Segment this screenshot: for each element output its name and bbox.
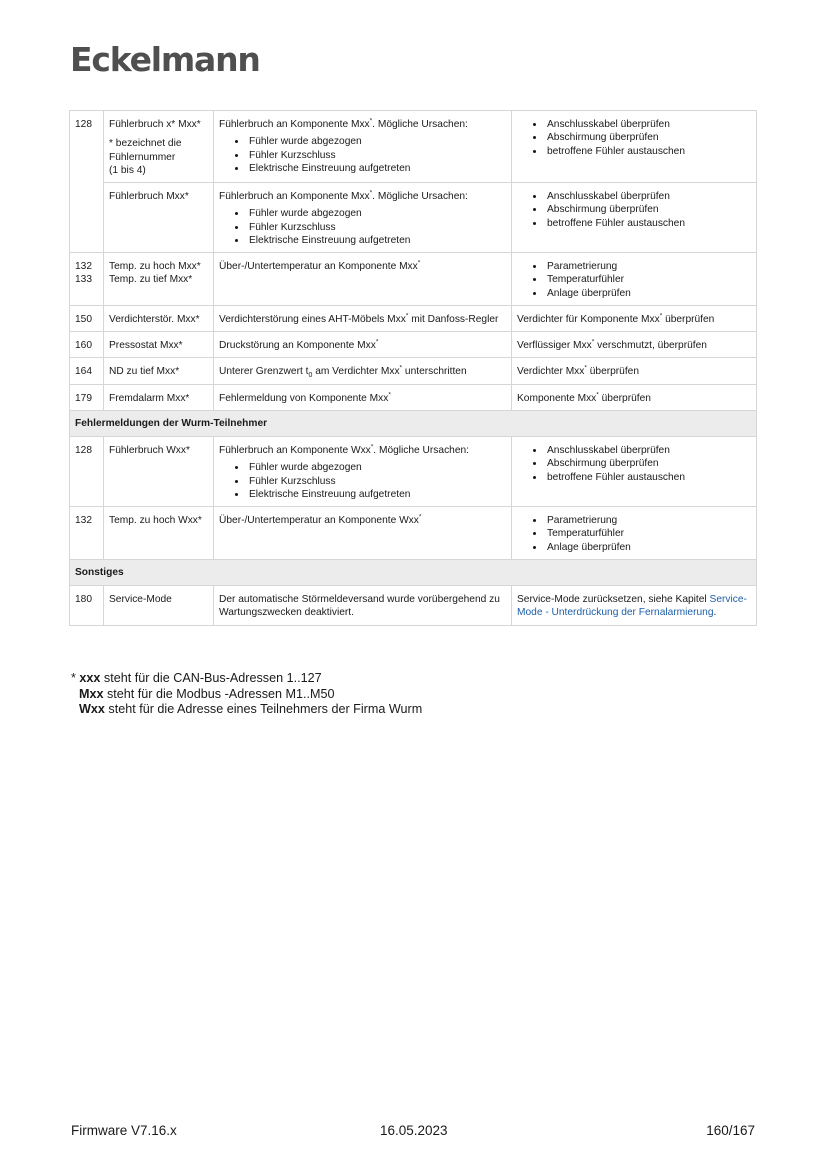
error-code: 179 — [70, 384, 104, 410]
list-item: • Fühler Kurzschluss — [247, 221, 508, 234]
list-item: • betroffene Fühler austauschen — [545, 471, 753, 484]
footnote-line — [71, 702, 422, 718]
footnote-mark: * — [370, 443, 374, 451]
error-name: Fühlerbruch Wxx* — [104, 437, 214, 507]
table-row — [70, 305, 757, 331]
error-description: Der automatische Störmeldeversand wurde vorübergehend zu Wartungszwecken deaktiviert. — [214, 586, 512, 626]
footnote-mark: * — [659, 312, 663, 320]
table-row — [70, 253, 757, 306]
note-line: * bezeichnet die — [109, 138, 182, 150]
list-item: • betroffene Fühler austauschen — [545, 145, 753, 158]
desc-text: Verdichterstörung eines AHT-Möbels Mxx — [219, 313, 406, 325]
footnote-text: steht für die CAN-Bus-Adressen 1..127 — [100, 671, 322, 685]
name-line: Temp. zu tief Mxx* — [109, 274, 193, 286]
list-item: • Anschlusskabel überprüfen — [545, 190, 753, 203]
footnote-mark: * — [591, 338, 595, 346]
list-item: • Abschirmung überprüfen — [545, 131, 753, 144]
cause-list — [219, 461, 508, 501]
error-description — [214, 253, 512, 306]
table-row — [70, 507, 757, 560]
error-description — [214, 305, 512, 331]
error-name: Service-Mode — [104, 586, 214, 626]
footnote-mark: * — [369, 189, 373, 197]
error-code: 132 — [70, 507, 104, 560]
measure-list — [517, 118, 753, 158]
measure-text: überprüfen — [586, 366, 640, 378]
error-measures — [512, 507, 757, 560]
section-title: Fehlermeldungen der Wurm-Teilnehmer — [70, 410, 757, 436]
error-code: 128 — [70, 111, 104, 183]
chapter-link[interactable]: Service-Mode - Unterdrückung der Fernalarmierung — [517, 594, 747, 619]
measure-text: Komponente Mxx — [517, 392, 597, 404]
footnote-mark: * — [375, 338, 379, 346]
error-description — [214, 332, 512, 358]
list-item: • Fühler Kurzschluss — [247, 149, 508, 162]
measure-list — [517, 260, 753, 300]
name-line: Temp. zu hoch Mxx* — [109, 261, 201, 272]
desc-text: Über-/Untertemperatur an Komponente Mxx — [219, 261, 418, 272]
list-item: • Fühler wurde abgezogen — [247, 207, 508, 220]
measure-list — [517, 514, 753, 554]
desc-text: mit Danfoss-Regler — [408, 313, 499, 325]
error-code — [70, 183, 104, 253]
list-item: • Parametrierung — [545, 260, 753, 273]
error-measures — [512, 253, 757, 306]
list-item: • Parametrierung — [545, 514, 753, 527]
desc-text: Druckstörung an Komponente Mxx — [219, 340, 376, 351]
footer-date: 16.05.2023 — [380, 1123, 448, 1138]
measure-text: Verdichter für Komponente Mxx — [517, 313, 660, 325]
error-name: Verdichterstör. Mxx* — [104, 305, 214, 331]
list-item: • Anschlusskabel überprüfen — [545, 118, 753, 131]
list-item: • Anlage überprüfen — [545, 287, 753, 300]
footnote-term: xxx — [79, 671, 101, 685]
error-name: ND zu tief Mxx* — [104, 358, 214, 384]
error-measures — [512, 586, 757, 626]
footnote-mark: * — [584, 364, 587, 372]
desc-text: Unterer Grenzwert t — [219, 366, 309, 378]
list-item: • Elektrische Einstreuung aufgetreten — [247, 488, 508, 501]
error-code: 160 — [70, 332, 104, 358]
subscript: 0 — [308, 372, 313, 380]
footer-firmware: Firmware V7.16.x — [71, 1123, 177, 1138]
error-code — [70, 253, 104, 306]
error-code: 150 — [70, 305, 104, 331]
measure-list — [517, 444, 753, 484]
table-row — [70, 111, 757, 183]
desc-text: Fühlerbruch an Komponente Mxx — [219, 119, 370, 130]
footnote-mark: * — [388, 391, 391, 399]
list-item: • Abschirmung überprüfen — [545, 203, 753, 216]
desc-text: . Mögliche Ursachen: — [373, 445, 469, 456]
error-name: Temp. zu hoch Wxx* — [104, 507, 214, 560]
list-item: • Temperaturfühler — [545, 273, 753, 286]
error-description — [214, 384, 512, 410]
company-logo: Eckelmann — [70, 40, 260, 79]
list-item: • Abschirmung überprüfen — [545, 457, 753, 470]
measure-text: . — [713, 607, 717, 619]
error-name: Pressostat Mxx* — [104, 332, 214, 358]
desc-text: . Mögliche Ursachen: — [372, 119, 468, 130]
footnote-line — [71, 687, 422, 703]
footnote-text: steht für die Adresse eines Teilnehmers der Firma Wurm — [104, 702, 423, 716]
table-row — [70, 437, 757, 507]
measure-text: Verflüssiger Mxx — [517, 340, 592, 351]
measure-text: Service-Mode zurücksetzen, siehe Kapitel — [517, 594, 710, 605]
section-title: Sonstiges — [70, 559, 757, 585]
list-item: • Fühler Kurzschluss — [247, 475, 508, 488]
desc-text: Fühlerbruch an Komponente Mxx — [219, 191, 370, 202]
footnote-mark: * — [418, 513, 422, 521]
table-row — [70, 384, 757, 410]
list-item: • betroffene Fühler austauschen — [545, 217, 753, 230]
error-description — [214, 358, 512, 384]
measure-text: verschmutzt, überprüfen — [594, 340, 707, 351]
error-description — [214, 111, 512, 183]
error-description — [214, 437, 512, 507]
footnote-mark: * — [596, 391, 599, 399]
footnote-term: Wxx — [79, 702, 105, 716]
footnote-line — [71, 671, 422, 687]
footnote-mark: * — [417, 259, 421, 267]
desc-text: Über-/Untertemperatur an Komponente Wxx — [219, 515, 419, 526]
error-name: Fühlerbruch Mxx* — [104, 183, 214, 253]
error-name — [104, 253, 214, 306]
error-name: Fühlerbruch x* Mxx* — [109, 119, 201, 130]
error-code: 128 — [70, 437, 104, 507]
code-line: 133 — [75, 274, 92, 286]
desc-text: unterschritten — [402, 366, 467, 378]
footnote-mark: * — [405, 312, 409, 320]
measure-list — [517, 190, 753, 230]
error-measures — [512, 305, 757, 331]
list-item: • Elektrische Einstreuung aufgetreten — [247, 162, 508, 175]
measure-text: Verdichter Mxx — [517, 366, 585, 378]
cause-list — [219, 207, 508, 247]
list-item: • Fühler wurde abgezogen — [247, 461, 508, 474]
list-item: • Temperaturfühler — [545, 527, 753, 540]
footnote-text: steht für die Modbus -Adressen M1..M50 — [103, 686, 335, 701]
error-name-cell — [104, 111, 214, 183]
cause-list — [219, 135, 508, 175]
list-item: • Anschlusskabel überprüfen — [545, 444, 753, 457]
footnote-mark: * — [369, 117, 373, 125]
error-measures — [512, 111, 757, 183]
note-line: Fühlernummer — [109, 151, 176, 163]
footnote-term: Mxx — [79, 686, 104, 701]
list-item: • Anlage überprüfen — [545, 541, 753, 554]
section-header-row — [70, 559, 757, 585]
measure-text: überprüfen — [598, 392, 651, 404]
note-line: (1 bis 4) — [109, 164, 146, 176]
footnotes — [71, 671, 422, 718]
measure-text: überprüfen — [662, 313, 715, 325]
error-measures — [512, 384, 757, 410]
desc-text: . Mögliche Ursachen: — [372, 191, 468, 202]
table-row — [70, 183, 757, 253]
table-row — [70, 586, 757, 626]
desc-text: Fühlerbruch an Komponente Wxx — [219, 445, 371, 456]
table-row — [70, 332, 757, 358]
desc-text: Fehlermeldung von Komponente Mxx — [219, 392, 389, 404]
list-item: • Elektrische Einstreuung aufgetreten — [247, 234, 508, 247]
section-header-row — [70, 410, 757, 436]
code-line: 132 — [75, 261, 92, 272]
list-item: • Fühler wurde abgezogen — [247, 135, 508, 148]
error-table — [69, 110, 757, 626]
footnote-mark: * — [399, 364, 403, 372]
error-measures — [512, 358, 757, 384]
error-measures — [512, 183, 757, 253]
error-code: 180 — [70, 586, 104, 626]
error-code: 164 — [70, 358, 104, 384]
error-measures — [512, 437, 757, 507]
error-measures — [512, 332, 757, 358]
table-row — [70, 358, 757, 384]
error-description — [214, 507, 512, 560]
error-name: Fremdalarm Mxx* — [104, 384, 214, 410]
error-description — [214, 183, 512, 253]
footer-page-number: 160/167 — [706, 1123, 755, 1138]
footnote-star: * — [71, 671, 80, 685]
desc-text: am Verdichter Mxx — [312, 366, 400, 378]
